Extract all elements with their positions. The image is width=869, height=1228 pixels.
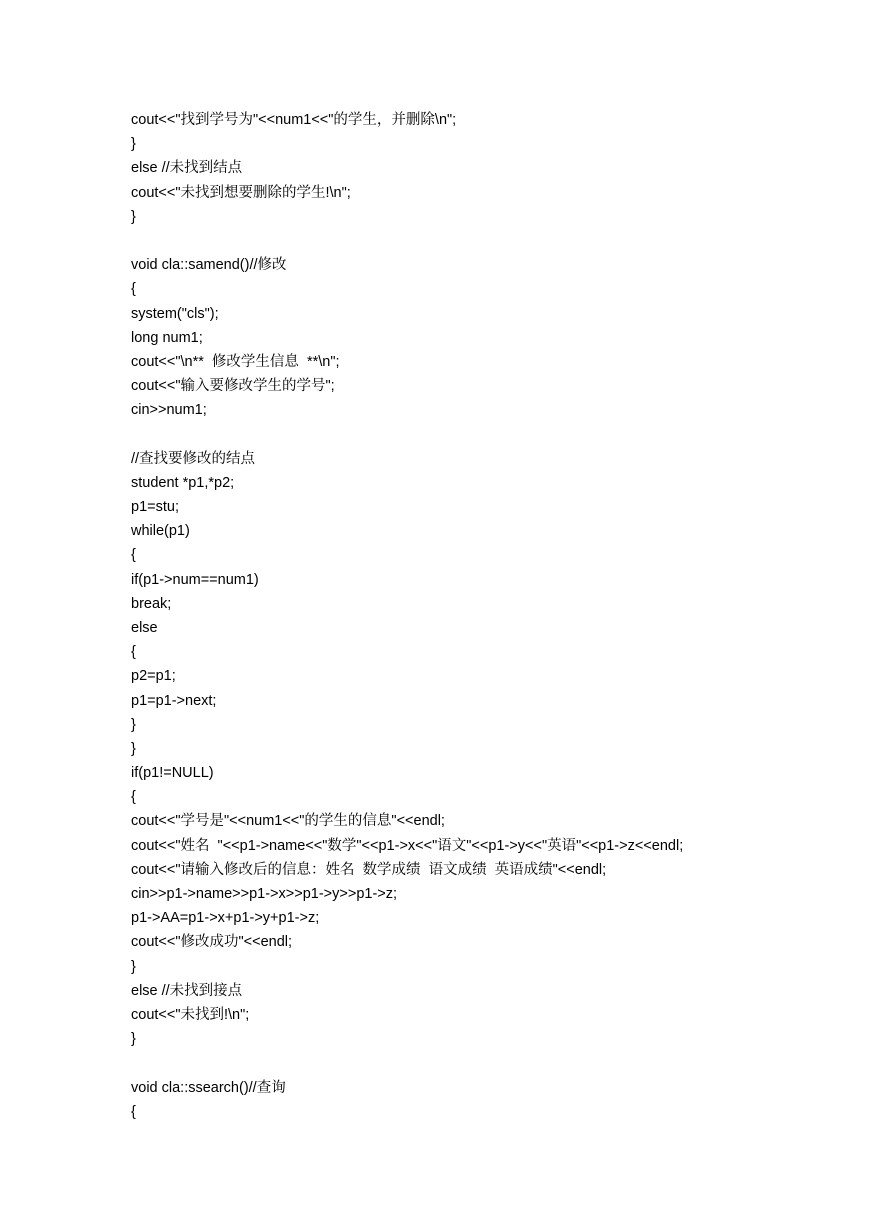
code-line: p1=stu; — [131, 499, 179, 515]
code-line: void cla::samend()//修改 — [131, 257, 287, 274]
code-line: cin>>p1->name>>p1->x>>p1->y>>p1->z; — [131, 886, 398, 902]
code-line: } — [131, 716, 136, 733]
code-line: else //未找到接点 — [131, 982, 243, 999]
code-line: void cla::ssearch()//查询 — [131, 1079, 286, 1096]
code-line: student *p1,*p2; — [131, 474, 235, 491]
code-line: cin>>num1; — [131, 402, 207, 419]
code-line: cout<<"未找到想要删除的学生!\n"; — [131, 184, 351, 201]
code-line: if(p1->num==num1) — [131, 571, 259, 588]
code-line: cout<<"找到学号为"<<num1<<"的学生，并删除\n"; — [131, 112, 457, 128]
code-line: cout<<"修改成功"<<endl; — [131, 934, 293, 951]
code-line: p1->AA=p1->x+p1->y+p1->z; — [131, 910, 320, 927]
code-line: { — [131, 547, 136, 564]
code-line: cout<<"请输入修改后的信息：姓名 数学成绩 语文成绩 英语成绩"<<endl; — [131, 861, 607, 878]
code-line: cout<<"输入要修改学生的学号"; — [131, 378, 335, 395]
code-line: } — [131, 958, 136, 975]
code-line: cout<<"\n** 修改学生信息 **\n"; — [131, 353, 340, 370]
code-line: { — [131, 644, 136, 661]
code-line: } — [131, 136, 136, 153]
code-line: else — [131, 619, 158, 636]
code-line: while(p1) — [131, 523, 190, 540]
code-line — [131, 422, 683, 446]
code-line: p1=p1->next; — [131, 692, 217, 709]
code-line — [131, 1051, 683, 1075]
code-listing — [131, 108, 683, 1124]
code-line: { — [131, 1103, 136, 1120]
code-line: p2=p1; — [131, 668, 176, 685]
code-line: else //未找到结点 — [131, 160, 243, 177]
code-line: break; — [131, 595, 172, 612]
code-line: { — [131, 281, 136, 298]
code-line: cout<<"姓名 "<<p1->name<<"数学"<<p1->x<<"语文"<<p1->y<<"英语"<<p1->z<<endl; — [131, 837, 684, 854]
code-line: system("cls"); — [131, 305, 219, 322]
code-line: long num1; — [131, 329, 203, 346]
code-line: cout<<"学号是"<<num1<<"的学生的信息"<<endl; — [131, 813, 445, 830]
code-line — [131, 229, 683, 253]
code-line: } — [131, 208, 136, 225]
code-line: //查找要修改的结点 — [131, 450, 256, 467]
code-line: } — [131, 1031, 136, 1048]
code-line: { — [131, 789, 136, 806]
code-line: } — [131, 740, 136, 757]
code-line: if(p1!=NULL) — [131, 765, 214, 782]
code-line: cout<<"未找到!\n"; — [131, 1006, 250, 1023]
